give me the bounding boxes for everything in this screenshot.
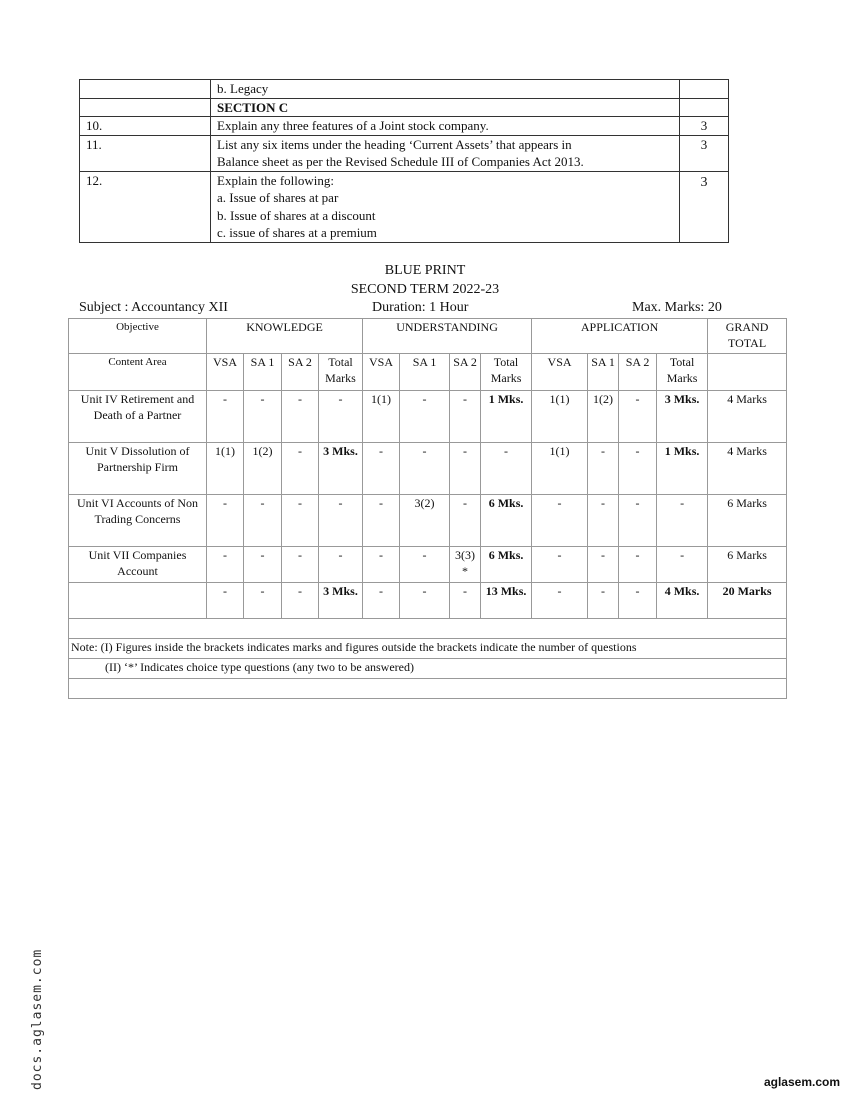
subheader-cell: SA 1: [588, 354, 619, 391]
subject-label: Subject : Accountancy XII: [79, 300, 228, 315]
subheader-cell: SA 1: [400, 354, 450, 391]
subheader-cell: VSA: [363, 354, 400, 391]
data-cell: 1 Mks.: [657, 443, 708, 495]
data-cell: 13 Mks.: [481, 583, 532, 619]
blueprint-subtitle: SECOND TERM 2022-23: [350, 282, 500, 297]
grand-total-cell: 6 Marks: [708, 547, 787, 583]
blueprint-table: [68, 318, 787, 699]
table-row: [69, 391, 787, 443]
objective-header: Objective: [69, 319, 207, 354]
knowledge-header: KNOWLEDGE: [207, 319, 363, 354]
question-text: Explain the following: a. Issue of shares at par b. Issue of shares at a discount c. issue of shares at a premium: [211, 171, 680, 242]
data-cell: 4 Mks.: [657, 583, 708, 619]
data-cell: -: [400, 547, 450, 583]
totals-row: [69, 583, 787, 619]
data-cell: -: [282, 443, 319, 495]
data-cell: -: [319, 495, 363, 547]
subheader-cell: SA 1: [244, 354, 282, 391]
question-number: 12.: [80, 171, 211, 242]
grand-total-header: GRAND TOTAL: [708, 319, 787, 354]
data-cell: -: [532, 583, 588, 619]
data-cell: 1(2): [588, 391, 619, 443]
data-cell: -: [207, 547, 244, 583]
question-marks: 3: [680, 117, 729, 136]
watermark-text: docs.aglasem.com: [30, 948, 45, 1090]
data-cell: -: [282, 391, 319, 443]
data-cell: -: [363, 443, 400, 495]
questions-table: [79, 79, 729, 243]
data-cell: 1(1): [532, 391, 588, 443]
question-number: 10.: [80, 117, 211, 136]
question-text: Explain any three features of a Joint stock company.: [211, 117, 680, 136]
data-cell: 6 Mks.: [481, 495, 532, 547]
data-cell: -: [400, 391, 450, 443]
max-marks-label: Max. Marks: 20: [632, 300, 722, 315]
question-marks: [680, 98, 729, 117]
data-cell: -: [532, 495, 588, 547]
grand-total-cell: 4 Marks: [708, 391, 787, 443]
subheader-cell: Total Marks: [657, 354, 708, 391]
grand-total-cell: 20 Marks: [708, 583, 787, 619]
data-cell: -: [400, 443, 450, 495]
question-number: [80, 80, 211, 99]
data-cell: -: [588, 443, 619, 495]
data-cell: -: [207, 583, 244, 619]
note-row: [69, 639, 787, 659]
grand-total-cell: 4 Marks: [708, 443, 787, 495]
data-cell: -: [244, 547, 282, 583]
table-row: [80, 117, 729, 136]
content-area-cell: [69, 583, 207, 619]
data-cell: 1(2): [244, 443, 282, 495]
data-cell: -: [282, 547, 319, 583]
data-cell: -: [619, 443, 657, 495]
section-heading: SECTION C: [211, 98, 680, 117]
data-cell: -: [282, 583, 319, 619]
subheader-cell: VSA: [532, 354, 588, 391]
data-cell: 3(3) *: [450, 547, 481, 583]
blueprint-title: BLUE PRINT: [384, 263, 466, 278]
note-2: (II) ‘*’ Indicates choice type questions (any two to be answered): [69, 659, 787, 679]
brand-logo: aglasem.com: [763, 1075, 840, 1089]
question-text: List any six items under the heading ‘Current Assets’ that appears in Balance sheet as per the Revised Schedule III of Companies Act 2013.: [211, 135, 680, 171]
data-cell: -: [363, 495, 400, 547]
empty-row: [69, 619, 787, 639]
data-cell: 3 Mks.: [319, 443, 363, 495]
data-cell: -: [400, 583, 450, 619]
empty-row: [69, 679, 787, 699]
data-cell: -: [481, 443, 532, 495]
content-area-cell: Unit V Dissolution of Partnership Firm: [69, 443, 207, 495]
data-cell: -: [282, 495, 319, 547]
question-number: [80, 98, 211, 117]
content-area-cell: Unit VII Companies Account: [69, 547, 207, 583]
table-row: [80, 98, 729, 117]
data-cell: 1(1): [363, 391, 400, 443]
table-row: [80, 135, 729, 171]
content-area-header: Content Area: [69, 354, 207, 391]
data-cell: -: [588, 583, 619, 619]
data-cell: -: [244, 583, 282, 619]
question-marks: 3: [680, 135, 729, 171]
table-row: [80, 80, 729, 99]
data-cell: -: [244, 391, 282, 443]
data-cell: -: [657, 495, 708, 547]
subheader-cell: VSA: [207, 354, 244, 391]
data-cell: -: [619, 583, 657, 619]
grand-total-cell: 6 Marks: [708, 495, 787, 547]
data-cell: -: [244, 495, 282, 547]
table-row: [80, 171, 729, 242]
question-marks: 3: [680, 171, 729, 242]
table-row: [69, 495, 787, 547]
data-cell: -: [619, 391, 657, 443]
subheader-cell: Total Marks: [481, 354, 532, 391]
question-marks: [680, 80, 729, 99]
subheader-cell: SA 2: [619, 354, 657, 391]
subheader-cell: [708, 354, 787, 391]
duration-label: Duration: 1 Hour: [372, 300, 469, 315]
data-cell: -: [450, 391, 481, 443]
data-cell: -: [619, 495, 657, 547]
data-cell: -: [319, 547, 363, 583]
table-row: [69, 547, 787, 583]
content-area-cell: Unit IV Retirement and Death of a Partner: [69, 391, 207, 443]
data-cell: -: [450, 583, 481, 619]
subheader-cell: SA 2: [450, 354, 481, 391]
application-header: APPLICATION: [532, 319, 708, 354]
question-text: b. Legacy: [211, 80, 680, 99]
content-area-cell: Unit VI Accounts of Non Trading Concerns: [69, 495, 207, 547]
data-cell: 1(1): [207, 443, 244, 495]
data-cell: -: [207, 391, 244, 443]
data-cell: -: [207, 495, 244, 547]
data-cell: -: [319, 391, 363, 443]
table-header-row: [69, 319, 787, 354]
table-subheader-row: [69, 354, 787, 391]
table-row: [69, 443, 787, 495]
note-row: [69, 659, 787, 679]
data-cell: 3(2): [400, 495, 450, 547]
subheader-cell: Total Marks: [319, 354, 363, 391]
data-cell: -: [363, 583, 400, 619]
data-cell: -: [450, 495, 481, 547]
understanding-header: UNDERSTANDING: [363, 319, 532, 354]
data-cell: -: [619, 547, 657, 583]
subheader-cell: SA 2: [282, 354, 319, 391]
data-cell: -: [588, 495, 619, 547]
question-number: 11.: [80, 135, 211, 171]
data-cell: 6 Mks.: [481, 547, 532, 583]
data-cell: 3 Mks.: [657, 391, 708, 443]
data-cell: 3 Mks.: [319, 583, 363, 619]
data-cell: -: [532, 547, 588, 583]
data-cell: -: [657, 547, 708, 583]
data-cell: 1 Mks.: [481, 391, 532, 443]
data-cell: 1(1): [532, 443, 588, 495]
data-cell: -: [450, 443, 481, 495]
data-cell: -: [363, 547, 400, 583]
note-1: Note: (I) Figures inside the brackets indicates marks and figures outside the brackets indicate the number of questions: [69, 639, 787, 659]
data-cell: -: [588, 547, 619, 583]
